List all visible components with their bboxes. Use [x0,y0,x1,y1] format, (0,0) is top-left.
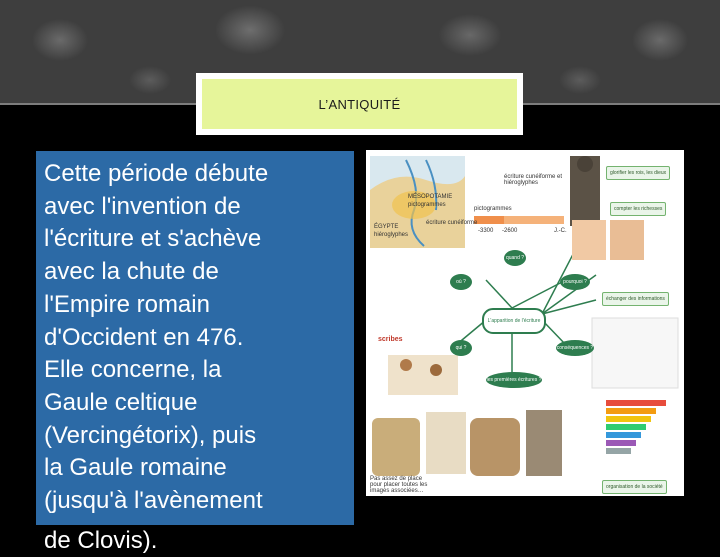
tag-echanger: échanger des informations [602,292,669,306]
body-text-box[interactable] [36,151,354,525]
bubble-ou: où ? [450,274,472,290]
bubble-pourquoi: pourquoi ? [560,274,590,290]
body-text: Cette période débute avec l'invention de l'écriture et s'achève avec la chute de l'Empire romain d'Occident en 476. Elle concerne, la Gaule celtique (Vercingétorix), puis la Gaule romaine (jusqu'à l'avènement [44,160,269,515]
timeline-label-pictogrammes: pictogrammes [474,206,512,212]
bubble-consequences: conséquences ? [556,340,594,356]
bubble-quand: quand ? [504,250,526,266]
writing-mindmap-image[interactable] [366,150,684,496]
map-label-mesopotamie: MÉSOPOTAMIE [408,194,453,200]
tag-compter: compter les richesses [610,202,666,216]
map-label-cuneiforme: écriture cunéiforme [426,220,478,226]
timeline-tick-1: -3300 [478,228,494,234]
tag-organisation: organisation de la société [602,480,667,494]
footer-note: Pas assez de place pour placer toutes les images associées… [370,476,428,494]
mindmap-center: L'apparition de l'écriture [482,308,546,334]
map-label-hieroglyphes: hiéroglyphes [374,232,409,238]
title-placeholder[interactable] [196,73,523,135]
body-text-overflow: de Clovis). [44,527,158,554]
map-label-egypte: ÉGYPTE [374,224,399,230]
label-scribes: scribes [378,336,403,343]
bubble-premieres-ecritures: les premières écritures ? [486,372,542,388]
title-fill [202,79,517,129]
slide-title: L’ANTIQUITÉ [318,96,401,112]
timeline-tick-3: J.-C. [554,228,567,234]
bubble-qui: qui ? [450,340,472,356]
timeline-label-cuneiforme: écriture cunéiforme et hiéroglyphes [504,174,563,186]
map-label-pictogrammes: pictogrammes [408,202,446,208]
timeline-tick-2: -2600 [502,228,518,234]
tag-glorifier: glorifier les rois, les dieux [606,166,670,180]
